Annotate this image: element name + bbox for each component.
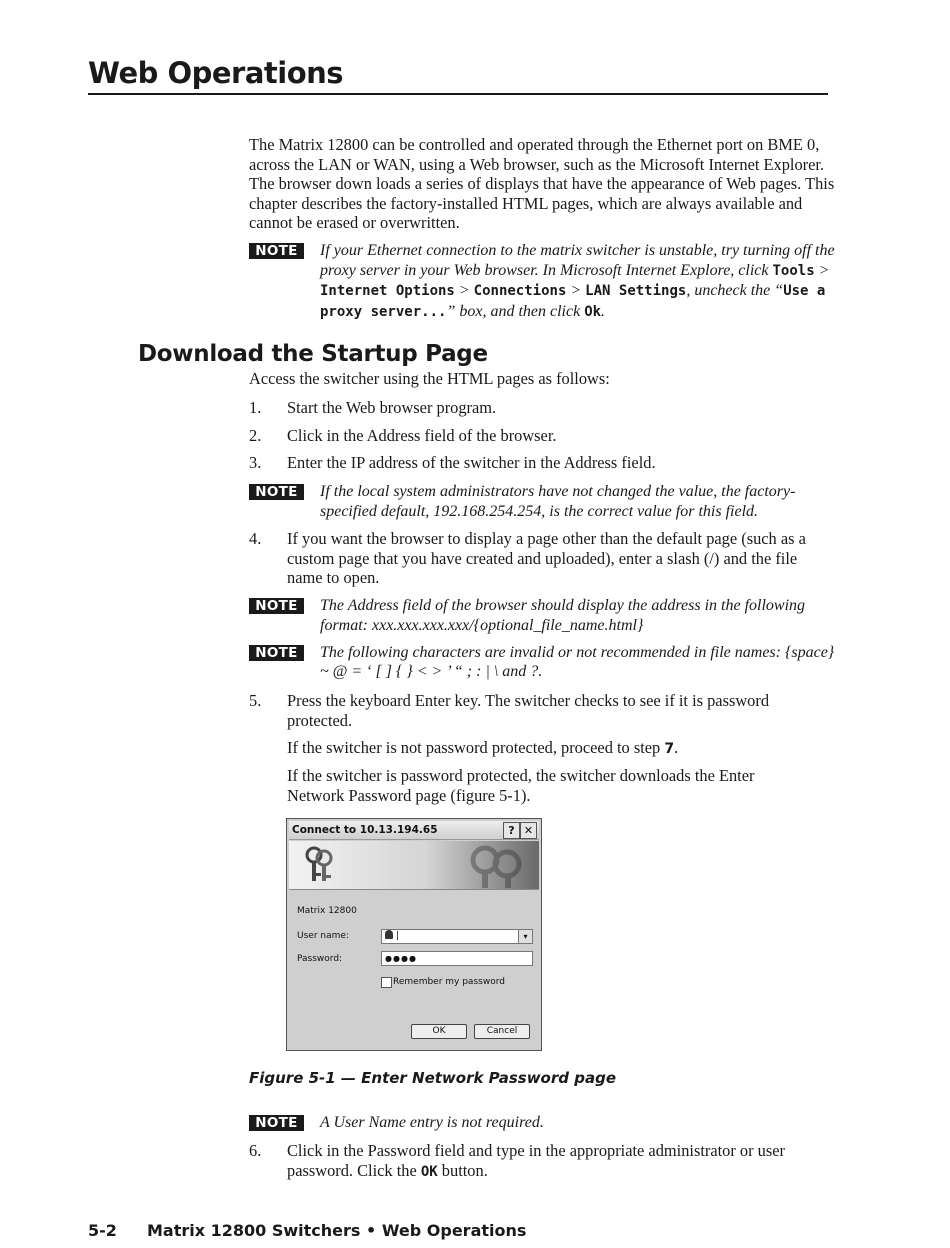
username-label: User name: (297, 931, 349, 941)
section-lead: Access the switcher using the HTML pages as follows: (249, 369, 610, 388)
step-text: If you want the browser to display a page other than the default page (such as a custom page that you have created and uploaded), enter a slash (/) and the file name to open. (287, 529, 806, 587)
step-5-not-protected (287, 738, 832, 760)
close-button[interactable]: ✕ (520, 822, 537, 839)
separator: > (814, 261, 830, 279)
step-number: 2. (249, 426, 262, 445)
dialog-banner (289, 841, 539, 890)
note-badge: NOTE (249, 645, 304, 661)
remember-label: Remember my password (393, 977, 505, 987)
separator: > (566, 282, 586, 299)
note-address-format: The Address field of the browser should display the address in the following format: xxx.xxx.xxx.xxx/{optional_file_name.html} (320, 597, 806, 634)
watermark-icon (455, 842, 535, 888)
note-proxy-mid: , uncheck the “ (686, 282, 784, 299)
step-number: 3. (249, 453, 262, 472)
username-value: | (396, 931, 400, 941)
note-proxy (320, 241, 835, 322)
cancel-button[interactable]: Cancel (474, 1024, 530, 1039)
note-badge: NOTE (249, 243, 304, 259)
note-proxy-end: . (601, 302, 606, 320)
page-number: 5-2 (88, 1221, 117, 1240)
footer-title: Matrix 12800 Switchers • Web Operations (147, 1221, 527, 1240)
ok-button[interactable]: OK (411, 1024, 467, 1039)
ok-label: OK (420, 1163, 438, 1180)
remember-checkbox[interactable] (381, 977, 392, 988)
step-6-pre: Click in the Password field and type in the appropriate administrator or user password. Click the (287, 1141, 785, 1180)
note-invalid-chars: The following characters are invalid or not recommended in file names: {space} (320, 644, 835, 661)
menu-internet-options: Internet Options (320, 283, 455, 299)
dialog-titlebar (289, 821, 539, 840)
step-text: Start the Web browser program. (287, 398, 497, 417)
username-field[interactable] (381, 929, 533, 944)
note-badge: NOTE (249, 484, 304, 500)
note-username: A User Name entry is not required. (320, 1114, 544, 1131)
menu-tools: Tools (772, 262, 815, 279)
step-6-text (287, 1141, 832, 1182)
dialog-title: Connect to 10.13.194.65 (292, 824, 438, 836)
step-6-post: button. (437, 1160, 488, 1180)
section-title: Download the Startup Page (138, 341, 488, 367)
title-rule (88, 93, 828, 95)
note-proxy-text: If your Ethernet connection to the matrix switcher is unstable, try turning off the proxy server in your Web browser. In Microsoft Internet Explore, click (320, 242, 835, 279)
password-dialog (286, 818, 542, 1051)
note-invalid-chars-list: ~ @ = ‘ [ ] { } < > ’ “ ; : | \ and ?. (320, 663, 543, 680)
help-button[interactable]: ? (503, 822, 520, 839)
separator: > (454, 282, 474, 299)
note-badge: NOTE (249, 598, 304, 614)
password-field[interactable]: ●●●● (381, 951, 533, 966)
realm-label: Matrix 12800 (297, 906, 357, 916)
step-5-protected: If the switcher is password protected, the switcher downloads the Enter Network Password page (figure 5-1). (287, 766, 755, 805)
step-text: Enter the IP address of the switcher in the Address field. (287, 453, 656, 472)
ok-label: Ok (584, 303, 602, 320)
step-number: 6. (249, 1141, 262, 1160)
intro-paragraph: The Matrix 12800 can be controlled and operated through the Ethernet port on BME 0, across the LAN or WAN, using a Web browser, such as the Microsoft Internet Explorer. The browser down loads a series of displays that have the appearance of Web pages. This chapter describes the factory-installed HTML pages, which are always available and cannot be erased or overwritten. (249, 135, 835, 232)
password-label: Password: (297, 954, 343, 964)
step-number: 4. (249, 529, 262, 548)
step-5-text: If the switcher is not password protected, proceed to step (287, 738, 665, 757)
step-text: Press the keyboard Enter key. The switcher checks to see if it is password protected. (287, 691, 770, 730)
menu-connections: Connections (473, 283, 567, 299)
step-ref: 7 (664, 741, 675, 757)
user-icon (385, 930, 393, 939)
chevron-down-icon[interactable]: ▾ (518, 930, 532, 943)
figure-caption: Figure 5-1 — Enter Network Password page (249, 1069, 616, 1087)
step-number: 1. (249, 398, 262, 417)
step-text: Click in the Address field of the browser. (287, 426, 557, 445)
note-proxy-post: ” box, and then click (446, 302, 585, 320)
note-default-ip: If the local system administrators have not changed the value, the factory-specified default, 192.168.254.254, is the correct value for this field. (320, 483, 796, 520)
option-use-proxy: Use a proxy server... (320, 283, 826, 320)
step-number: 5. (249, 691, 262, 710)
page-title: Web Operations (88, 56, 344, 90)
keys-icon (302, 845, 336, 885)
note-badge: NOTE (249, 1115, 304, 1131)
menu-lan-settings: LAN Settings (585, 283, 687, 299)
step-5-end: . (674, 738, 679, 757)
